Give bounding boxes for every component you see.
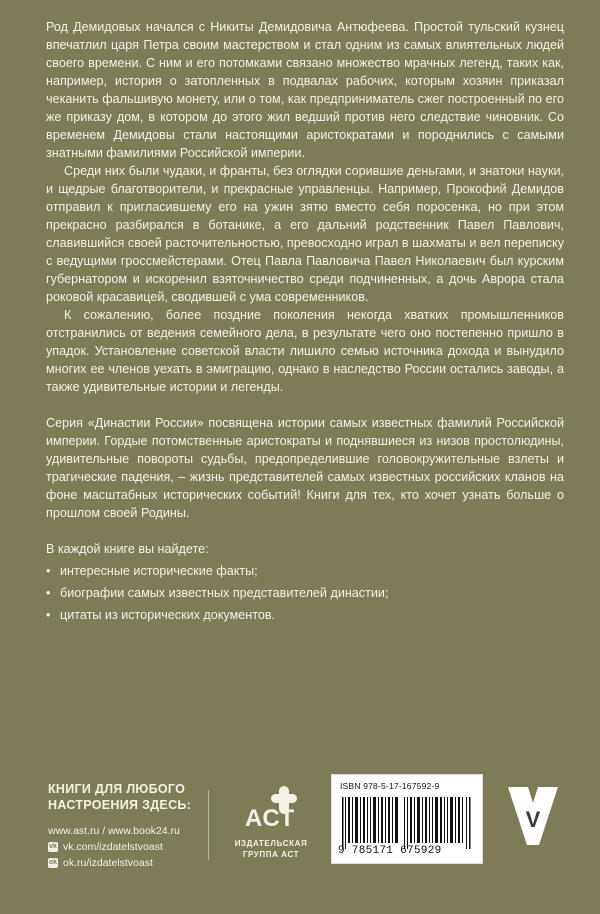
list-item: • биографии самых известных представителей династии; [46, 584, 564, 602]
publisher-logo [226, 784, 316, 860]
paragraph-2: Среди них были чудаки, и франты, без оглядки сорившие деньгами, и знатоки науки, и щедрые благотворители, и прекрасные управленцы. Например, Прокофий Демидов отправил к пригласившему его на ужин зятю вместо себя поросенка, но при этом прекрасно разбирался в ботанике, а его дальний родственник Павел Павлович, славившийся своей расточительностью, превосходно играл в шахматы и вел переписку с ведущими гроссмейстерами. Отец Павла Павловича Павел Николаевич был курским губернатором и искоренил взяточничество среди подчиненных, а дочь Аврора стала роковой красавицей, сводившей с ума современников. [46, 164, 564, 304]
paragraph-3: К сожалению, более поздние поколения некогда хватких промышленников отстранились от ведения семейного дела, в результате чего оно постепенно пришло в упадок. Установление советской власти лишило семью источника дохода и вынудило многих ее членов уехать в эмиграцию, однако в наследство России остались заводы, а также удивительные истории и легенды. [46, 308, 564, 394]
vk-icon: vk [49, 843, 57, 850]
ok-icon: ok [48, 859, 58, 866]
vk-link[interactable]: vk vk.com/izdatelstvoast [49, 841, 163, 853]
ok-link[interactable]: ok ok.ru/izdatelstvoast [48, 857, 153, 869]
ast-logo-icon [243, 784, 299, 832]
footer-divider [208, 790, 209, 860]
barcode-bars-icon [342, 797, 472, 849]
list-item: • интересные исторические факты; [46, 562, 564, 580]
svg-text:V: V [525, 807, 541, 832]
back-cover-text [46, 18, 564, 628]
publisher-links [48, 781, 208, 871]
feature-list [46, 562, 564, 624]
paragraph-1: Род Демидовых начался с Никиты Демидовича Антюфеева. Простой тульский кузнец впечатлил царя Петра своим мастерством и стал одним из самых влиятельных людей своего времени. С ним и его потомками связано множество мрачных легенд, таких как, например, история о затопленных в подвалах рабочих, которым хозяин приказал чеканить фальшивую монету, или о том, как предприниматель сжег построенный по его же приказу дом, в котором до этого жил ведший против него следствие чиновник. Со временем Демидовы стали настоящими аристократами и породнились с самыми знатными фамилиями Российской империи. [46, 20, 564, 160]
list-intro: В каждой книге вы найдете: [46, 542, 209, 556]
publisher-name: ИЗДАТЕЛЬСКАЯ ГРУППА АСТ [234, 839, 308, 859]
barcode-number: 9 785171 675929 [338, 845, 442, 857]
list-item: • цитаты из исторических документов. [46, 606, 564, 624]
series-paragraph: Серия «Династии России» посвящена истории самых известных фамилий Российской империи. Гордые потомственные аристократы и поднявшиеся из низов простолюдины, удивительные повороты судьбы, предопределившие головокружительные взлеты и трагические падения, – жизнь представителей самых известных российских кланов на фоне масштабных исторических событий! Книги для тех, кто хочет узнать больше о прошлом своей Родины. [46, 416, 564, 520]
website-links[interactable]: www.ast.ru / www.book24.ru [48, 825, 180, 837]
barcode [331, 774, 483, 864]
v-logo-icon [508, 787, 558, 851]
svg-text:ACT: ACT [245, 805, 295, 832]
footer-heading: КНИГИ ДЛЯ ЛЮБОГО НАСТРОЕНИЯ ЗДЕСЬ: [48, 782, 192, 812]
isbn: ISBN 978-5-17-167592-9 [340, 781, 440, 791]
